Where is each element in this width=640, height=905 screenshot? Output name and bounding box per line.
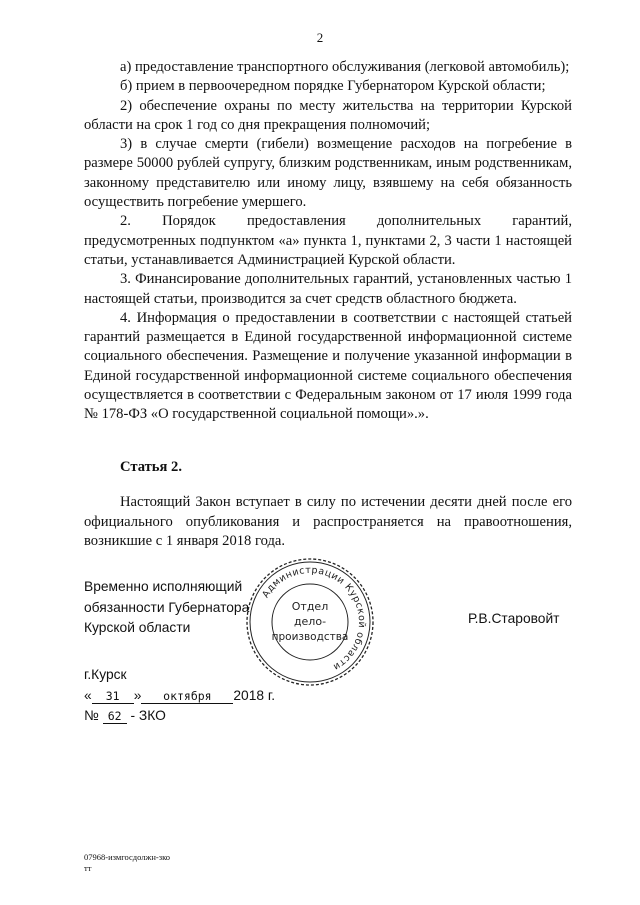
law-number-value: 62 bbox=[103, 709, 127, 724]
paragraph-part-2: 2. Порядок предоставления дополнительных гарантий, предусмотренных подпунктом «а» пункта 1, пунктами 2, 3 части 1 настоящей статьи, устанавливается Администрацией Курской области. bbox=[84, 213, 572, 268]
law-number-suffix: - ЗКО bbox=[130, 708, 166, 723]
paragraph-item-2: 2) обеспечение охраны по месту жительства на территории Курской области на срок 1 год со дня прекращения полномочий; bbox=[84, 97, 572, 133]
date-close-quote: » bbox=[133, 687, 142, 703]
paragraph-b: б) прием в первоочередном порядке Губернатором Курской области; bbox=[120, 78, 546, 95]
paragraph-part-4: 4. Информация о предоставлении в соответствии с настоящей статьей гарантий размещается в Единой государственной информационной системе социального обеспечения. Размещение и получение указанной информации в Единой государственной информационной системе социального обеспечения осуществляется в соответствии с Федеральным законом от 17 июля 1999 года № 178-ФЗ «О государственной социальной помощи».». bbox=[84, 309, 572, 423]
city: г.Курск bbox=[84, 667, 127, 682]
date-year: 2018 г. bbox=[233, 687, 276, 703]
paragraph-a: а) предоставление транспортного обслуживания (легковой автомобиль); bbox=[120, 59, 570, 75]
page-number: 2 bbox=[316, 30, 324, 45]
signer-name: Р.В.Старовойт bbox=[468, 611, 560, 626]
stamp-center-line: производства bbox=[271, 631, 349, 643]
footer-code: 07968-измгосдолжн-зко bbox=[84, 852, 171, 862]
document-footer bbox=[84, 852, 170, 874]
date-month: октября bbox=[141, 689, 233, 704]
signature-title-line: обязанности Губернатора bbox=[84, 599, 250, 615]
signature-title-line: Временно исполняющий bbox=[84, 579, 243, 594]
footer-initials: тт bbox=[84, 863, 92, 873]
article-heading: Статья 2. bbox=[120, 459, 182, 475]
signature-title bbox=[84, 577, 249, 639]
signature-title-line: Курской области bbox=[84, 620, 191, 635]
number-sign: № bbox=[84, 708, 99, 723]
paragraph-part-3: 3. Финансирование дополнительных гарантий, установленных частью 1 настоящей статьи, производится за счет средств областного бюджета. bbox=[84, 271, 572, 307]
article-text: Настоящий Закон вступает в силу по истечении десяти дней после его официального опубликования и распространяется на правоотношения, возникшие с 1 января 2018 года. bbox=[84, 494, 572, 549]
paragraph-item-3: 3) в случае смерти (гибели) возмещение расходов на погребение в размере 50000 рублей супругу, близким родственникам, иным родственникам, законному представителю или иному лицу, взявшему на себя обязанность осуществить погребение умершего. bbox=[84, 136, 572, 211]
signing-date bbox=[84, 686, 275, 707]
place-date-block bbox=[84, 665, 275, 727]
stamp-center-line: дело- bbox=[293, 615, 327, 628]
date-open-quote: « bbox=[84, 687, 92, 703]
law-number bbox=[84, 706, 275, 727]
stamp-center-line: Отдел bbox=[291, 600, 329, 613]
date-day: 31 bbox=[92, 689, 134, 704]
law-body-text bbox=[84, 58, 572, 425]
stamp-outer-text: Администрации Курской области bbox=[260, 564, 368, 673]
